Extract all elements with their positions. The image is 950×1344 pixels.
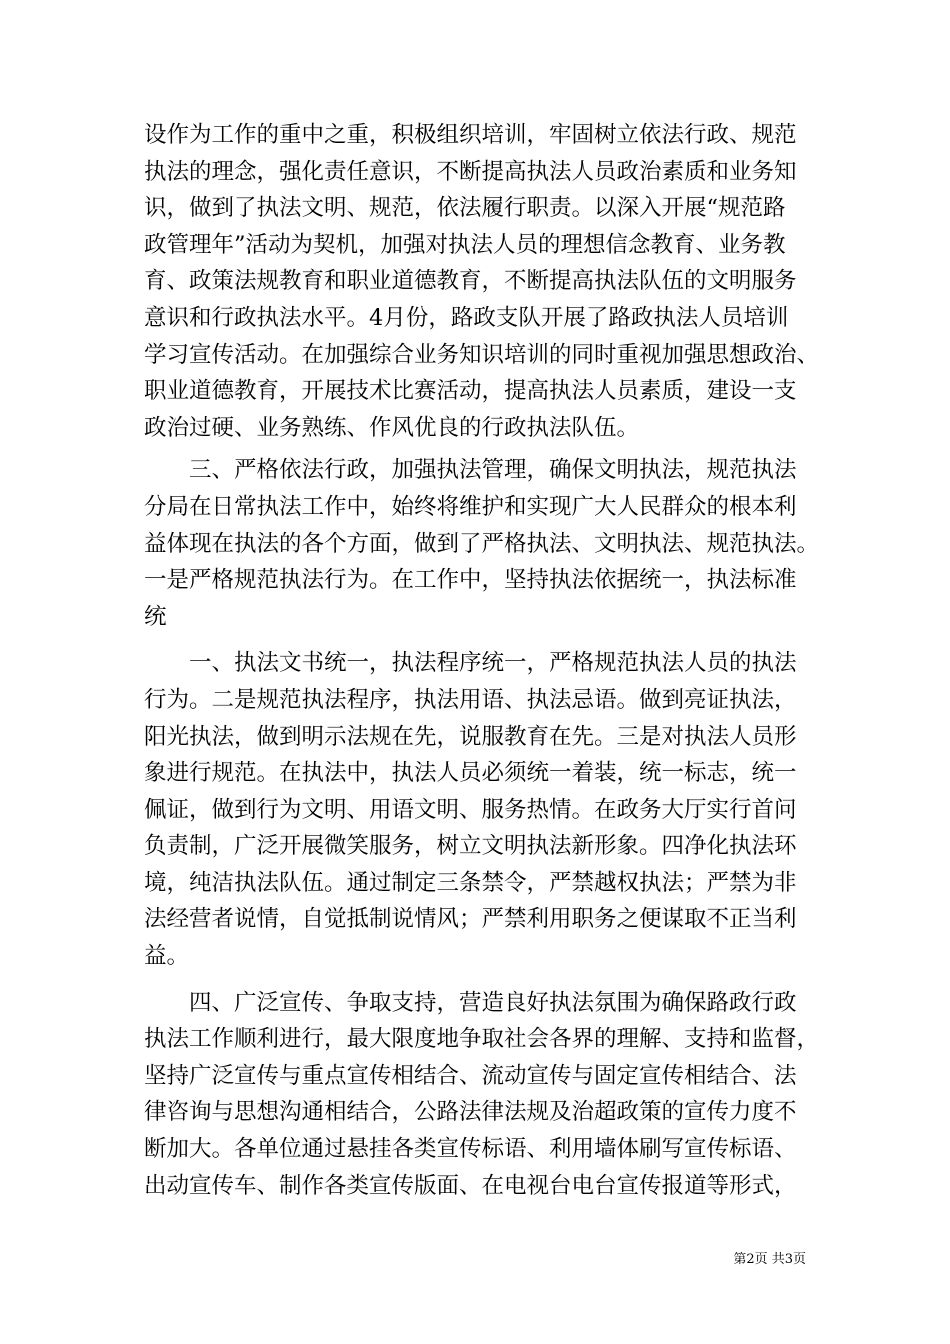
text-line: 意识和行政执法水平。4月份，路政支队开展了路政执法人员培训 bbox=[144, 304, 789, 331]
page-number-footer: 第2页 共3页 bbox=[733, 1252, 806, 1267]
text-line: 断加大。各单位通过悬挂各类宣传标语、利用墙体刷写宣传标语、 bbox=[144, 1136, 797, 1163]
text-line: 政治过硬、业务熟练、作风优良的行政执法队伍。 bbox=[144, 414, 640, 441]
text-line: 分局在日常执法工作中，始终将维护和实现广大人民群众的根本利 bbox=[144, 493, 797, 520]
text-line: 统 bbox=[144, 603, 167, 630]
text-line: 政管理年”活动为契机，加强对执法人员的理想信念教育、业务教 bbox=[144, 231, 786, 258]
text-line: 律咨询与思想沟通相结合，公路法律法规及治超政策的宣传力度不 bbox=[144, 1099, 797, 1126]
text-line: 育、政策法规教育和职业道德教育，不断提高执法队伍的文明服务 bbox=[144, 268, 797, 295]
document-body bbox=[144, 117, 820, 1204]
text-line: 象进行规范。在执法中，执法人员必须统一着装，统一标志，统一 bbox=[144, 760, 797, 787]
text-line: 益体现在执法的各个方面，做到了严格执法、文明执法、规范执法。 bbox=[144, 530, 820, 557]
text-line: 境，纯洁执法队伍。通过制定三条禁令，严禁越权执法；严禁为非 bbox=[144, 869, 797, 896]
text-line: 行为。二是规范执法程序，执法用语、执法忌语。做到亮证执法， bbox=[144, 686, 797, 713]
section-four-heading-line: 四、广泛宣传、争取支持，营造良好执法氛围为确保路政行政 bbox=[144, 989, 797, 1016]
section-three-heading-line: 三、严格依法行政，加强执法管理，确保文明执法，规范执法 bbox=[144, 457, 797, 484]
text-line: 坚持广泛宣传与重点宣传相结合、流动宣传与固定宣传相结合、法 bbox=[144, 1062, 797, 1089]
text-line: 负责制，广泛开展微笑服务，树立文明执法新形象。四净化执法环 bbox=[144, 833, 797, 860]
text-line: 阳光执法，做到明示法规在先，说服教育在先。三是对执法人员形 bbox=[144, 723, 797, 750]
text-line: 益。 bbox=[144, 943, 190, 970]
text-line: 法经营者说情，自觉抵制说情风；严禁利用职务之便谋取不正当利 bbox=[144, 906, 797, 933]
text-line: 学习宣传活动。在加强综合业务知识培训的同时重视加强思想政治、 bbox=[144, 341, 820, 368]
text-line: 执法的理念，强化责任意识，不断提高执法人员政治素质和业务知 bbox=[144, 158, 797, 185]
text-line: 识，做到了执法文明、规范，依法履行职责。以深入开展“规范路 bbox=[144, 195, 786, 222]
text-line: 出动宣传车、制作各类宣传版面、在电视台电台宣传报道等形式， bbox=[144, 1172, 797, 1199]
text-line: 设作为工作的重中之重，积极组织培训，牢固树立依法行政、规范 bbox=[144, 122, 797, 148]
text-line: 佩证，做到行为文明、用语文明、服务热情。在政务大厅实行首问 bbox=[144, 796, 797, 823]
text-line: 一、执法文书统一，执法程序统一，严格规范执法人员的执法 bbox=[144, 650, 797, 677]
text-line: 一是严格规范执法行为。在工作中，坚持执法依据统一，执法标准 bbox=[144, 567, 797, 594]
text-line: 职业道德教育，开展技术比赛活动，提高执法人员素质，建设一支 bbox=[144, 378, 797, 405]
text-line: 执法工作顺利进行，最大限度地争取社会各界的理解、支持和监督， bbox=[144, 1026, 820, 1053]
